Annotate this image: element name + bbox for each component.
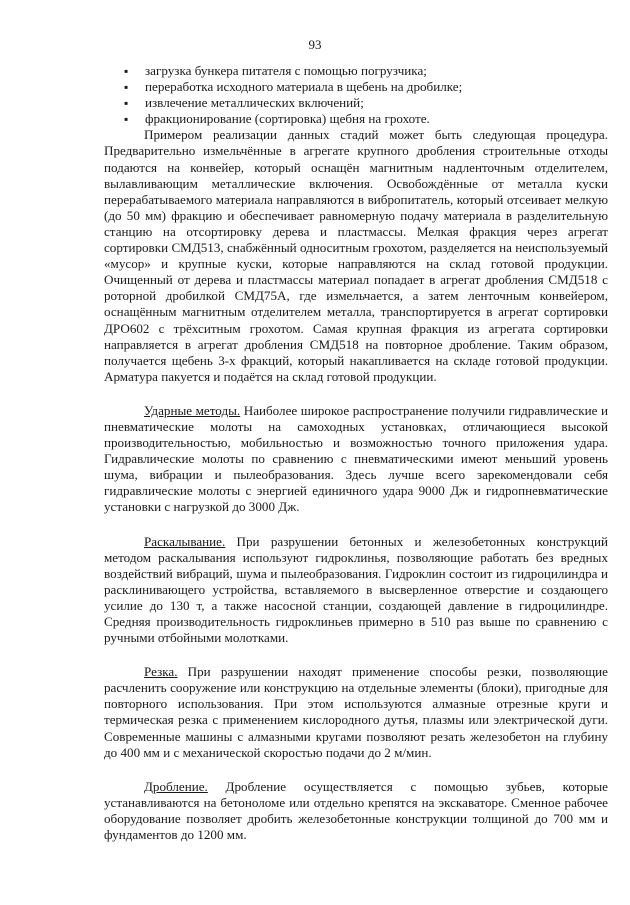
- list-item: ▪ извлечение металлических включений;: [104, 95, 608, 111]
- section-text: При разрушении бетонных и железобетонных конструкций методом раскалывания используют гидроклинья, позволяющие работать без вредных воздействий вибраций, шума и пылеобразования. Гидроклин состоит из гидроцилиндра и расклинивающего устройства, вставляемого в высверленное отверстие и создающего усилие до 130 т, а также насосной станции, создающей давление в гидроцилиндре. Средняя производительность гидроклиньев примерно в 510 раз выше по сравнению с ручными отбойными молотками.: [104, 533, 608, 646]
- stage-list: [104, 63, 608, 127]
- section-cutting: [104, 664, 608, 761]
- section-text: Наиболее широкое распространение получили гидравлические и пневматические молоты на самоходных установках, отличающиеся высокой производительностью, мобильностью и возможностью точного приложения удара. Гидравлические молоты по сравнению с пневматическими имеют меньший уровень шума, вибрации и пылеобразования. Здесь лучше всего зарекомендовали себя гидравлические молоты с энергией единичного удара 9000 Дж и гидропневматические установки с нагрузкой до 3000 Дж.: [104, 402, 608, 515]
- section-term: Резка.: [144, 664, 178, 680]
- intro-paragraph: Примером реализации данных стадий может быть следующая процедура. Предварительно измельчённые в агрегате крупного дробления строительные отходы подаются на конвейер, который оснащён магнитным надленточным отделителем, вылавливающим металлические включения. Освобождённые от металла куски перерабатываемого материала направляются в вибропитатель, который отсеивает мелкую (до 50 мм) фракцию и обеспечивает равномерную подачу материала в разделительную станцию на отсортировку дерева и пластмассы. Мелкая фракция через агрегат сортировки СМД513, снабжённый односитным грохотом, разделяется на неиспользуемый «мусор» и крупные куски, которые направляются на склад готовой продукции. Очищенный от дерева и пластмассы материал попадает в агрегат дробления СМД518 с роторной дробилкой СМД75А, где измельчается, а затем ленточным конвейером, оснащённым магнитным отделителем металла, транспортируется в агрегат сортировки ДРО602 с трёхситным грохотом. Самая крупная фракция из агрегата сортировки направляется в агрегат дробления СМД518 на повторное дробление. Таким образом, получается щебень 3-х фракций, который накапливается на складе готовой продукции. Арматура пакуется и подаётся на склад готовой продукции.: [104, 127, 608, 384]
- section-term: Ударные методы.: [144, 402, 241, 418]
- section-impact: [104, 403, 608, 516]
- section-text: При разрушении находят применение способы резки, позволяющие расчленить сооружение или конструкцию на отдельные элементы (блоки), пригодные для повторного использования. При этом используются алмазные отрезные круги и термическая резка с применением кислородного дутья, плазмы или электрической дуги. Современные машины с алмазными кругами позволяют резать железобетон на глубину до 400 мм и с механической скоростью подачи до 2 м/мин.: [104, 664, 608, 760]
- page-content: [104, 63, 608, 843]
- section-term: Раскалывание.: [144, 533, 226, 549]
- section-term: Дробление.: [144, 778, 208, 794]
- list-item: ▪ фракционирование (сортировка) щебня на грохоте.: [104, 111, 608, 127]
- list-item: ▪ загрузка бункера питателя с помощью погрузчика;: [104, 63, 608, 79]
- section-text: Дробление осуществляется с помощью зубьев, которые устанавливаются на бетоноломе или отдельно крепятся на экскаваторе. Сменное рабочее оборудование позволяет дробить железобетонные конструкции толщиной до 700 мм и фундаментов до 1200 мм.: [104, 778, 608, 843]
- list-item: ▪ переработка исходного материала в щебень на дробилке;: [104, 79, 608, 95]
- section-crushing: [104, 779, 608, 843]
- page-number: 93: [308, 37, 322, 52]
- section-splitting: [104, 534, 608, 647]
